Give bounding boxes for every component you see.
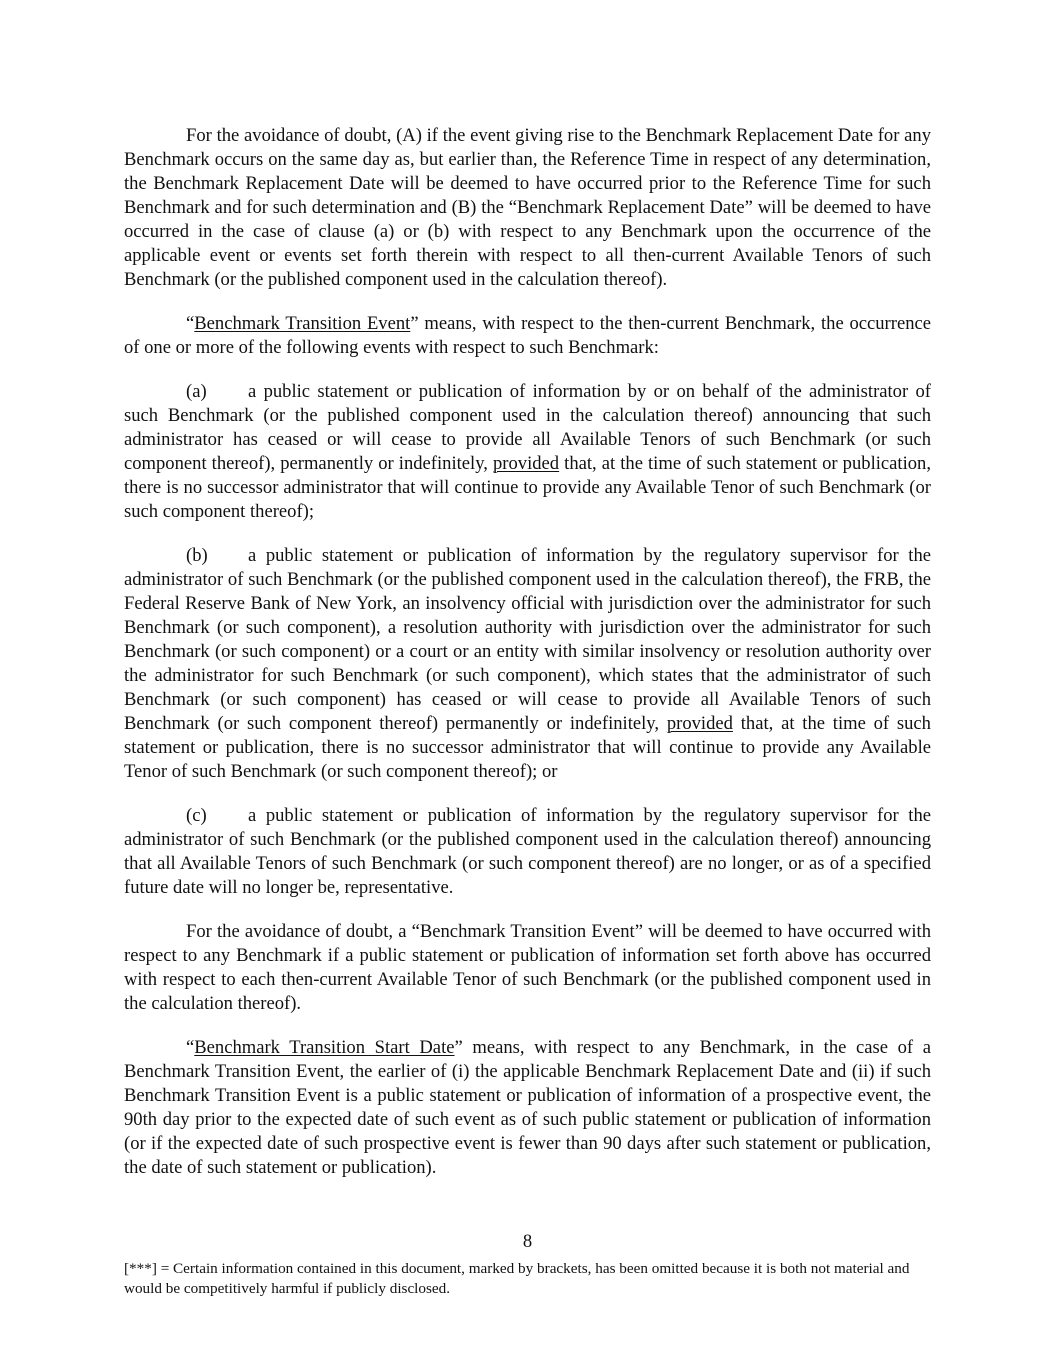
- document-page-body: [124, 124, 931, 1180]
- paragraph-benchmark-transition-start-date-definition: [124, 1036, 931, 1180]
- clause-marker-a: (a): [186, 381, 207, 402]
- clause-a: [124, 380, 931, 524]
- clause-a-text-after: that, at the time of such statement or publication, there is no successor administrator that will continue to provide any Available Tenor of such Benchmark (or such component thereof);: [124, 453, 931, 522]
- clause-b-provided-term: provided: [666, 713, 733, 734]
- clause-marker-c: (c): [186, 805, 207, 826]
- clause-b: [124, 544, 931, 784]
- paragraph-avoidance-of-doubt-replacement-date: For the avoidance of doubt, (A) if the event giving rise to the Benchmark Replacement Date for any Benchmark occurs on the same day as, but earlier than, the Reference Time in respect of any determination, the Benchmark Replacement Date will be deemed to have occurred prior to the Reference Time for such Benchmark and for such determination and (B) the “Benchmark Replacement Date” will be deemed to have occurred in the case of clause (a) or (b) with respect to any Benchmark upon the occurrence of the applicable event or events set forth therein with respect to all then-current Available Tenors of such Benchmark (or the published component used in the calculation thereof).: [124, 125, 931, 290]
- defined-term-benchmark-transition-event: Benchmark Transition Event: [194, 313, 411, 334]
- redaction-footnote: [***] = Certain information contained in this document, marked by brackets, has been omitted because it is both not material and would be competitively harmful if publicly disclosed.: [124, 1260, 910, 1297]
- paragraph-benchmark-transition-event-definition: [124, 312, 931, 360]
- clause-a-provided-term: provided: [493, 453, 560, 474]
- definition-text: ” means, with respect to the then-current Benchmark, the occurrence of one or more of the following events with respect to such Benchmark:: [124, 313, 931, 358]
- clause-c: [124, 804, 931, 900]
- clause-b-text-before: a public statement or publication of information by the regulatory supervisor for the administrator of such Benchmark (or the published component used in the calculation thereof), the FRB, the Federal Reserve Bank of New York, an insolvency official with jurisdiction over the administrator for such Benchmark (or such component), a resolution authority with jurisdiction over the administrator for such Benchmark (or such component) or a court or an entity with similar insolvency or resolution authority over the administrator for such Benchmark (or such component), which states that the administrator of such Benchmark (or such component) has ceased or will cease to provide all Available Tenors of such Benchmark (or such component thereof) permanently or indefinitely,: [124, 545, 931, 734]
- definition-text: ” means, with respect to any Benchmark, in the case of a Benchmark Transition Event, the earlier of (i) the applicable Benchmark Replacement Date and (ii) if such Benchmark Transition Event is a public statement or publication of information of a prospective event, the 90th day prior to the expected date of such event as of such public statement or publication of information (or if the expected date of such prospective event is fewer than 90 days after such statement or publication, the date of such statement or publication).: [124, 1037, 931, 1178]
- defined-term-benchmark-transition-start-date: Benchmark Transition Start Date: [194, 1037, 455, 1058]
- paragraph-avoidance-of-doubt-transition-event: For the avoidance of doubt, a “Benchmark Transition Event” will be deemed to have occurred with respect to any Benchmark if a public statement or publication of information set forth above has occurred with respect to each then-current Available Tenor of such Benchmark (or the published component used in the calculation thereof).: [124, 921, 931, 1014]
- page-number: 8: [522, 1231, 533, 1252]
- clause-b-text-after: that, at the time of such statement or publication, there is no successor administrator that will continue to provide any Available Tenor of such Benchmark (or such component thereof); or: [124, 713, 931, 782]
- open-quote: “: [186, 1037, 195, 1058]
- open-quote: “: [186, 313, 195, 334]
- clause-marker-b: (b): [186, 545, 208, 566]
- clause-c-text: a public statement or publication of information by the regulatory supervisor for the administrator of such Benchmark (or the published component used in the calculation thereof) announcing that all Available Tenors of such Benchmark (or such component thereof) are no longer, or as of a specified future date will no longer be, representative.: [124, 805, 931, 898]
- clause-a-text-before: a public statement or publication of information by or on behalf of the administrator of such Benchmark (or the published component used in the calculation thereof) announcing that such administrator has ceased or will cease to provide all Available Tenors of such Benchmark (or such component thereof), permanently or indefinitely,: [124, 381, 931, 474]
